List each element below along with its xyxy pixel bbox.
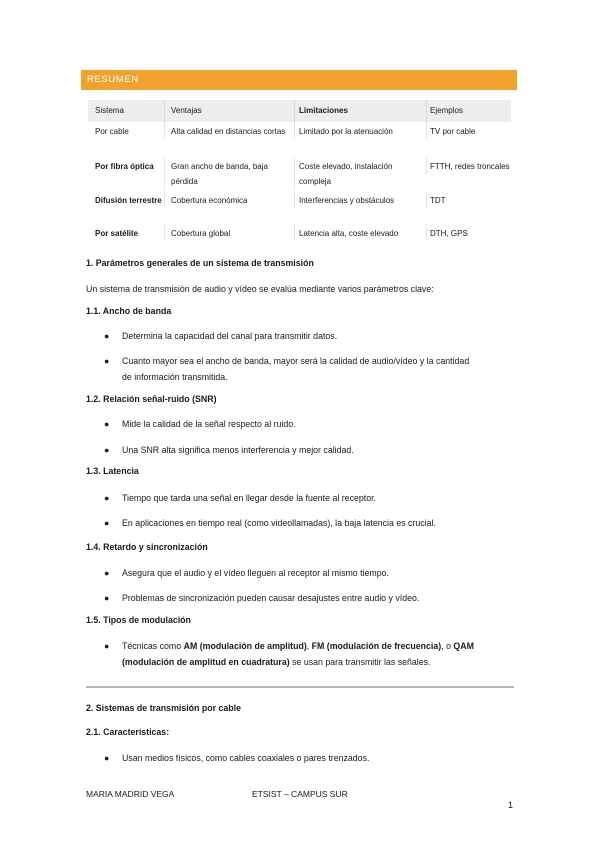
table-cell: DTH, GPS <box>426 224 511 241</box>
table-header <box>88 100 511 122</box>
table-cell: Difusión terrestre <box>95 196 162 205</box>
table-row <box>88 157 511 191</box>
table-cell: Por satélite <box>95 229 139 238</box>
bullet-icon: ● <box>104 641 110 651</box>
table-cell: Gran ancho de banda, baja pérdida <box>164 157 294 189</box>
bullet-icon: ● <box>104 568 110 578</box>
table-cell: Coste elevado, instalación compleja <box>294 157 426 189</box>
section-title: 2. Sistemas de transmisión por cable <box>86 703 241 713</box>
section-title: 1. Parámetros generales de un sistema de transmisión <box>86 258 314 268</box>
subsection-title: 2.1. Características: <box>86 727 170 737</box>
header-cell: Ejemplos <box>426 100 511 122</box>
table-cell: TV por cable <box>426 122 511 139</box>
list-item: ● Asegura que el audio y el vídeo lleguen al receptor al mismo tiempo. <box>104 565 514 581</box>
subsection-title: 1.3. Latencia <box>86 466 139 476</box>
page-number: 1 <box>508 800 514 810</box>
list-item: ● Mide la calidad de la señal respecto al ruido. <box>104 416 514 432</box>
list-item: ● Una SNR alta significa menos interferencia y mejor calidad. <box>104 442 514 458</box>
summary-table <box>88 100 511 244</box>
table-cell: Por fibra óptica <box>95 162 154 171</box>
table-cell: Latencia alta, coste elevado <box>294 224 426 241</box>
bullet-icon: ● <box>104 493 110 503</box>
subsection-title: 1.5. Tipos de modulación <box>86 615 191 625</box>
footer-school: ETSIST – CAMPUS SUR <box>252 789 348 799</box>
table-cell: Interferencias y obstáculos <box>294 191 426 208</box>
list-item <box>104 638 514 670</box>
bullet-icon: ● <box>104 518 110 528</box>
bullet-icon: ● <box>104 445 110 455</box>
list-item: ● Cuanto mayor sea el ancho de banda, mayor será la calidad de audio/vídeo y la cantidad de información transmitida. <box>104 353 514 385</box>
list-item: ● Tiempo que tarda una señal en llegar desde la fuente al receptor. <box>104 490 514 506</box>
section-divider <box>86 686 514 688</box>
paragraph: Un sistema de transmisión de audio y vídeo se evalúa mediante varios parámetros clave: <box>86 284 434 294</box>
summary-banner: RESUMEN <box>81 70 517 90</box>
subsection-title: 1.2. Relación señal-ruido (SNR) <box>86 394 217 404</box>
subsection-title: 1.4. Retardo y sincronización <box>86 542 208 552</box>
list-item: ● En aplicaciones en tiempo real (como videollamadas), la baja latencia es crucial. <box>104 515 514 531</box>
table-cell: Por cable <box>95 127 129 136</box>
bullet-icon: ● <box>104 331 110 341</box>
header-cell: Ventajas <box>164 100 294 122</box>
list-item: ● Determina la capacidad del canal para transmitir datos. <box>104 328 514 344</box>
header-cell: Sistema <box>95 106 124 115</box>
table-row <box>88 122 511 157</box>
list-item: ● Problemas de sincronización pueden causar desajustes entre audio y vídeo. <box>104 590 514 606</box>
table-row <box>88 191 511 224</box>
table-cell: TDT <box>426 191 511 208</box>
bullet-icon: ● <box>104 419 110 429</box>
bullet-icon: ● <box>104 356 110 366</box>
bullet-icon: ● <box>104 753 110 763</box>
table-cell: Cobertura económica <box>164 191 294 208</box>
subsection-title: 1.1. Ancho de banda <box>86 306 172 316</box>
footer-author: MARIA MADRID VEGA <box>86 789 175 799</box>
table-cell: Cobertura global <box>164 224 294 241</box>
list-item: ● Usan medios físicos, como cables coaxiales o pares trenzados. <box>104 750 514 766</box>
modulation-text: Técnicas como AM (modulación de amplitud), FM (modulación de frecuencia), o QAM (modulación de amplitud en cuadratura) se usan para transmitir las señales. <box>122 641 474 667</box>
table-cell: FTTH, redes troncales <box>426 157 511 174</box>
table-cell: Alta calidad en distancias cortas <box>164 122 294 139</box>
table-row <box>88 224 511 244</box>
header-cell: Limitaciones <box>294 100 426 122</box>
table-cell: Limitado por la atenuación <box>294 122 426 139</box>
bullet-icon: ● <box>104 593 110 603</box>
